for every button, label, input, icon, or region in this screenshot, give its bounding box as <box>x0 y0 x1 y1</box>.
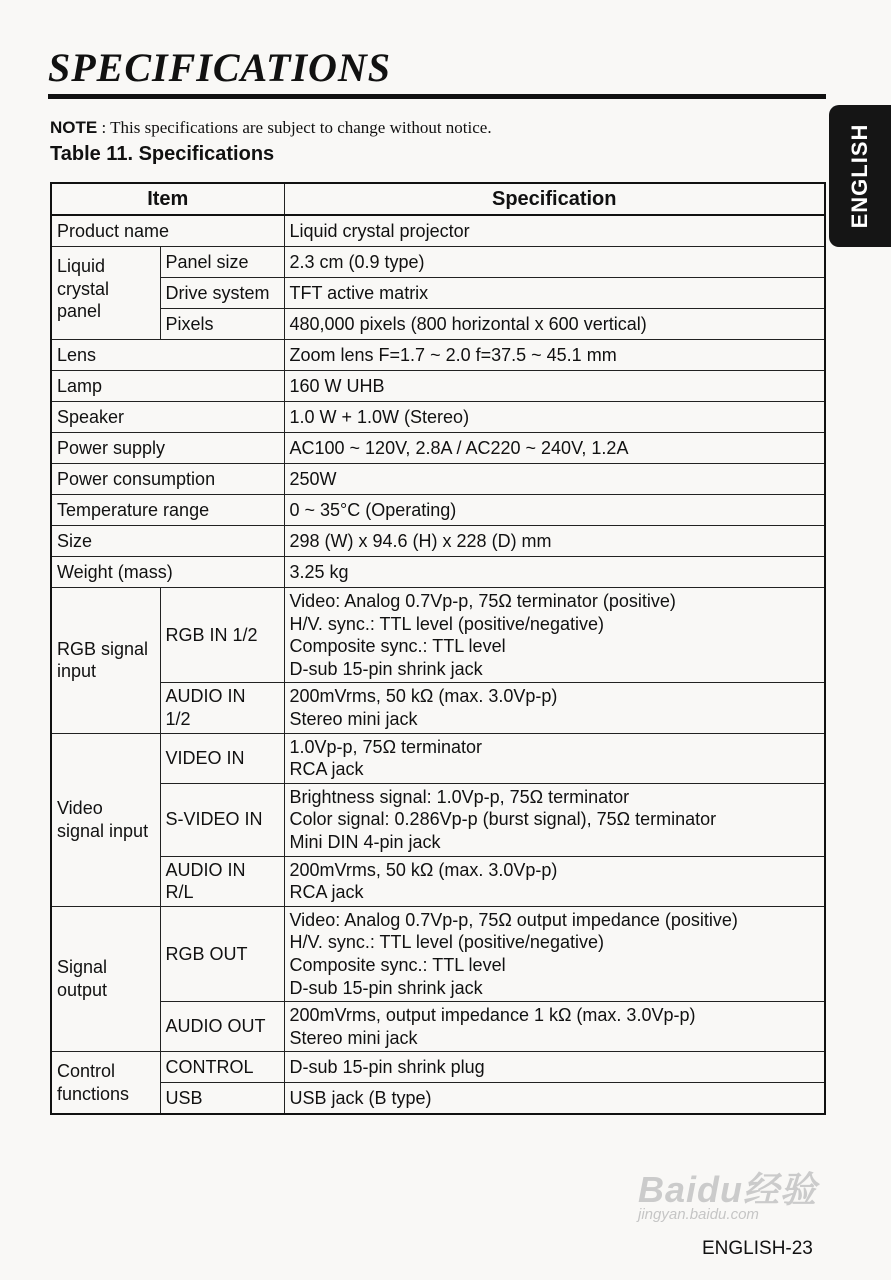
table-row <box>51 683 825 733</box>
table-row <box>51 433 825 464</box>
table-row <box>51 1002 825 1052</box>
sub-item-cell: Pixels <box>160 309 284 340</box>
table-row <box>51 371 825 402</box>
spec-cell: 1.0 W + 1.0W (Stereo) <box>284 402 825 433</box>
table-row <box>51 733 825 783</box>
sub-item-cell: Drive system <box>160 278 284 309</box>
table-row <box>51 402 825 433</box>
sub-item-cell: AUDIO IN R/L <box>160 856 284 906</box>
spec-cell: 200mVrms, 50 kΩ (max. 3.0Vp-p) RCA jack <box>284 856 825 906</box>
sub-item-cell: AUDIO IN 1/2 <box>160 683 284 733</box>
spec-cell: D-sub 15-pin shrink plug <box>284 1052 825 1083</box>
spec-cell: TFT active matrix <box>284 278 825 309</box>
spec-cell: 0 ~ 35°C (Operating) <box>284 495 825 526</box>
spec-cell: Liquid crystal projector <box>284 215 825 247</box>
title-rule <box>48 94 826 99</box>
spec-cell: Video: Analog 0.7Vp-p, 75Ω terminator (positive) H/V. sync.: TTL level (positive/negative) Composite sync.: TTL level D-sub 15-pin shrink jack <box>284 588 825 683</box>
spec-cell: 160 W UHB <box>284 371 825 402</box>
note-text: : This specifications are subject to change without notice. <box>97 118 492 137</box>
watermark-logo: Baidu经验 <box>638 1169 818 1210</box>
item-cell: Power supply <box>51 433 284 464</box>
group-cell-signal-output: Signal output <box>51 906 160 1052</box>
spec-cell: 200mVrms, output impedance 1 kΩ (max. 3.0Vp-p) Stereo mini jack <box>284 1002 825 1052</box>
table-header-row <box>51 183 825 215</box>
sub-item-cell: VIDEO IN <box>160 733 284 783</box>
table-row <box>51 495 825 526</box>
sub-item-cell: RGB IN 1/2 <box>160 588 284 683</box>
sub-item-cell: AUDIO OUT <box>160 1002 284 1052</box>
watermark-url: jingyan.baidu.com <box>638 1206 759 1223</box>
table-row <box>51 557 825 588</box>
spec-cell: 200mVrms, 50 kΩ (max. 3.0Vp-p) Stereo mini jack <box>284 683 825 733</box>
sub-item-cell: Panel size <box>160 247 284 278</box>
page-title: SPECIFICATIONS <box>48 45 392 90</box>
group-cell-lcd: Liquid crystal panel <box>51 247 160 340</box>
sub-item-cell: RGB OUT <box>160 906 284 1001</box>
item-cell: Lamp <box>51 371 284 402</box>
spec-cell: 2.3 cm (0.9 type) <box>284 247 825 278</box>
group-cell-video-input: Video signal input <box>51 733 160 906</box>
table-row <box>51 906 825 1001</box>
table-row <box>51 215 825 247</box>
spec-cell: Video: Analog 0.7Vp-p, 75Ω output impedance (positive) H/V. sync.: TTL level (positive/negative) Composite sync.: TTL level D-sub 15-pin shrink jack <box>284 906 825 1001</box>
table-row <box>51 526 825 557</box>
item-cell: Speaker <box>51 402 284 433</box>
item-cell: Power consumption <box>51 464 284 495</box>
table-row <box>51 278 825 309</box>
table-row <box>51 588 825 683</box>
item-cell: Lens <box>51 340 284 371</box>
item-cell: Temperature range <box>51 495 284 526</box>
item-cell: Product name <box>51 215 284 247</box>
table-caption: Table 11. Specifications <box>50 143 275 165</box>
page-number: ENGLISH-23 <box>702 1238 813 1259</box>
table-row <box>51 1083 825 1115</box>
spec-cell: 3.25 kg <box>284 557 825 588</box>
sub-item-cell: USB <box>160 1083 284 1115</box>
watermark <box>638 1150 838 1230</box>
spec-cell: Brightness signal: 1.0Vp-p, 75Ω terminator Color signal: 0.286Vp-p (burst signal), 75Ω terminator Mini DIN 4-pin jack <box>284 783 825 856</box>
item-cell: Size <box>51 526 284 557</box>
spec-cell: USB jack (B type) <box>284 1083 825 1115</box>
table-row <box>51 309 825 340</box>
item-cell: Weight (mass) <box>51 557 284 588</box>
table-row <box>51 340 825 371</box>
specifications-table <box>50 182 826 1115</box>
spec-cell: 298 (W) x 94.6 (H) x 228 (D) mm <box>284 526 825 557</box>
group-cell-rgb-input: RGB signal input <box>51 588 160 734</box>
note-label: NOTE <box>50 118 98 137</box>
table-row <box>51 856 825 906</box>
spec-cell: AC100 ~ 120V, 2.8A / AC220 ~ 240V, 1.2A <box>284 433 825 464</box>
note <box>50 118 492 138</box>
spec-cell: Zoom lens F=1.7 ~ 2.0 f=37.5 ~ 45.1 mm <box>284 340 825 371</box>
table-row <box>51 464 825 495</box>
spec-cell: 480,000 pixels (800 horizontal x 600 vertical) <box>284 309 825 340</box>
header-specification: Specification <box>284 183 825 215</box>
header-item: Item <box>51 183 284 215</box>
group-cell-control: Control functions <box>51 1052 160 1115</box>
spec-cell: 1.0Vp-p, 75Ω terminator RCA jack <box>284 733 825 783</box>
table-row <box>51 1052 825 1083</box>
table-row <box>51 247 825 278</box>
sub-item-cell: CONTROL <box>160 1052 284 1083</box>
spec-cell: 250W <box>284 464 825 495</box>
language-tab <box>829 105 891 247</box>
sub-item-cell: S-VIDEO IN <box>160 783 284 856</box>
table-row <box>51 783 825 856</box>
language-tab-label: ENGLISH <box>847 123 872 229</box>
